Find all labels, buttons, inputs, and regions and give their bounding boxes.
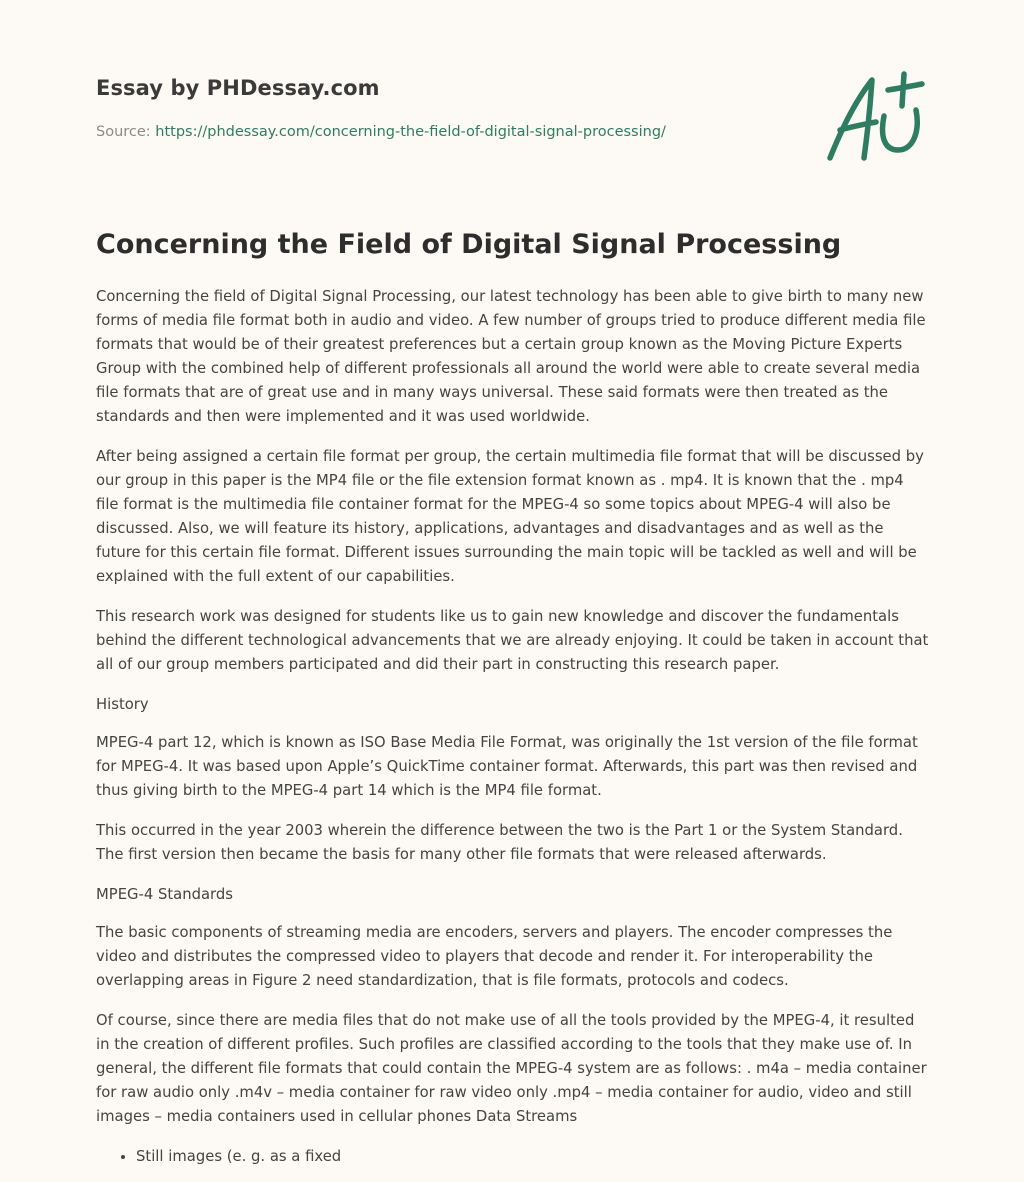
source-line (96, 124, 666, 140)
paragraph: The basic components of streaming media are encoders, servers and players. The encoder compresses the video and distributes the compressed video to players that decode and render it. For interoperability the overlapping areas in Figure 2 need standardization, that is file formats, protocols and codecs. (96, 924, 893, 989)
section-heading-history: History (96, 696, 149, 713)
paragraph: Concerning the field of Digital Signal Processing, our latest technology has been able to give birth to many new forms of media file format both in audio and video. A few number of groups tried to produce different media file formats that would be of their greatest preferences but a certain group known as the Moving Picture Experts Group with the combined help of different professionals all around the world were able to create several media file formats that are of great use and in many ways universal. These said formats were then treated as the standards and then were implemented and it was used worldwide. (96, 288, 926, 425)
paragraph: After being assigned a certain file format per group, the certain multimedia file format that will be discussed by our group in this paper is the MP4 file or the file extension format known as . mp4. It is known that the . mp4 file format is the multimedia file container format for the MPEG-4 so some topics about MPEG-4 will also be discussed. Also, we will feature its history, applications, advantages and disadvantages and as well as the future for this certain file format. Different issues surrounding the main topic will be tackled as well and will be explained with the full extent of our capabilities. (96, 448, 924, 585)
list-item: • Still images (e. g. as a fixed (136, 1145, 930, 1169)
paragraph: This occurred in the year 2003 wherein the difference between the two is the Part 1 or the System Standard. The first version then became the basis for many other file formats that were released afterwards. (96, 822, 903, 863)
paragraph: Of course, since there are media files that do not make use of all the tools provided by the MPEG-4, it resulted in the creation of different profiles. Such profiles are classified according to the tools that they make use of. In general, the different file formats that could contain the MPEG-4 system are as follows: . m4a – media container for raw audio only .m4v – media container for raw video only .mp4 – media container for audio, video and still images – media containers used in cellular phones Data Streams (96, 1012, 927, 1125)
paragraph: MPEG-4 part 12, which is known as ISO Base Media File Format, was originally the 1st version of the file format for MPEG-4. It was based upon Apple’s QuickTime container format. Afterwards, this part was then revised and thus giving birth to the MPEG-4 part 14 which is the MP4 file format. (96, 734, 918, 799)
bullet-list (96, 1145, 930, 1169)
source-label: Source: (96, 124, 156, 140)
paragraph: This research work was designed for students like us to gain new knowledge and discover the fundamentals behind the different technological advancements that we are already enjoying. It could be taken in account that all of our group members participated and did their part in constructing this research paper. (96, 608, 929, 673)
section-heading-standards: MPEG-4 Standards (96, 886, 233, 903)
site-brand: Essay by PHDessay.com (96, 76, 380, 100)
source-link[interactable]: https://phdessay.com/concerning-the-field-of-digital-signal-processing/ (155, 124, 666, 140)
essay-body (96, 285, 930, 1169)
essay-title: Concerning the Field of Digital Signal Processing (96, 229, 842, 260)
a-plus-logo-icon (820, 66, 930, 166)
